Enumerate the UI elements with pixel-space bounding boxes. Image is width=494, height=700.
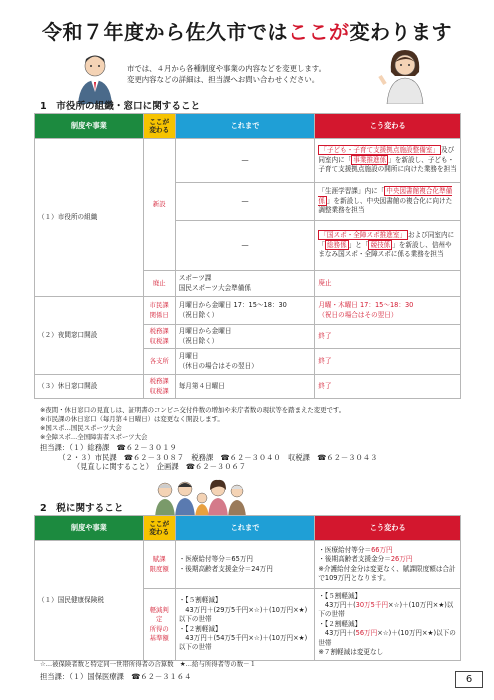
after-cell: 終了	[315, 325, 461, 349]
before-cell: ―	[175, 221, 315, 271]
header-changes: ここが 変わる	[143, 114, 175, 139]
after-cell: ・医療給付等分＝66万円 ・後期高齢者支援金分＝26万円 ※介護給付金分は変更なく、賦課限度額は合計で109万円となります。	[315, 541, 461, 589]
section-heading: 1 市役所の組織・窓口に関すること	[40, 101, 201, 112]
after-cell: 終了	[315, 375, 461, 399]
row-name: （１）国民健康保険税	[35, 541, 144, 661]
before-cell: スポーツ課 国民スポーツ大会準備係	[175, 271, 315, 297]
section2-table	[34, 515, 461, 661]
before-cell: ―	[175, 183, 315, 221]
header-changes: ここが 変わる	[143, 516, 175, 541]
category-label: 各支所	[143, 349, 175, 375]
after-cell: 「生涯学習課」内に「 中央図書館複合化準備係 」を新設し、中央図書館の複合化に向けた調整業務を担当	[315, 183, 461, 221]
category-label: 税務課 収税課	[143, 375, 175, 399]
row-name: （１）市役所の組織	[35, 139, 144, 297]
row-name: （２）夜間窓口開設	[35, 297, 144, 375]
row-name: （３）休日窓口開設	[35, 375, 144, 399]
intro-text: 市では、４月から各種制度や事業の内容などを変更します。 変更内容などの詳細は、担当課へお問い合わせください。	[127, 64, 326, 84]
header-before: これまで	[175, 114, 315, 139]
header-system: 制度や事業	[35, 516, 144, 541]
before-cell: 月曜日から金曜日 （祝日除く）	[175, 325, 315, 349]
before-cell: 月曜日から金曜日 17：15～18：30 （祝日除く）	[175, 297, 315, 325]
contact-info: 担当課：（１）総務課 ☎６２－３０１９ （２・３）市民課 ☎６２－３０８７ 税務課 ☎６２－３０４０ 収税課 ☎６２－３０４３ （見直しに関すること） 企画課 ☎６２－３０６７	[40, 443, 378, 471]
category-label: 市民課 関係日	[143, 297, 175, 325]
before-cell: 月曜日 （休日の場合はその翌日）	[175, 349, 315, 375]
notes: ※夜間・休日窓口の見直しは、証明書のコンビニ交付件数の増加や来庁者数の現状等を踏まえた変更です。 ※市民課の休日窓口（毎月第４日曜日）は変更なく開設します。 ※国スポ…国民スポーツ大会 ※全障スポ…全国障害者スポーツ大会	[40, 406, 346, 441]
after-cell: 月曜・木曜日 17：15～18：30 （祝日の場合はその翌日）	[315, 297, 461, 325]
header-after: こう変わる	[315, 114, 461, 139]
header-before: これまで	[175, 516, 315, 541]
after-cell: 廃止	[315, 271, 461, 297]
header-after: こう変わる	[315, 516, 461, 541]
before-cell: ―	[175, 139, 315, 183]
contact-info: 担当課：（１）国保医療課 ☎６２－３１６４	[40, 672, 192, 681]
page-number: 6	[455, 671, 483, 688]
man-illustration-icon	[70, 48, 120, 104]
family-illustration-icon	[150, 478, 250, 518]
section-heading: 2 税に関すること	[40, 503, 124, 514]
category-label: 軽減判定 所得の 基準額	[143, 589, 175, 661]
before-cell: ・医療給付等分＝65万円 ・後期高齢者支援金分＝24万円	[175, 541, 315, 589]
page-title: 令和７年度から佐久市ではここが変わります	[42, 20, 452, 44]
category-label: 新設	[143, 139, 175, 271]
category-label: 税務課 収税課	[143, 325, 175, 349]
after-cell: ・【５割軽減】 43万円＋(30万5千円×☆)＋(10万円×★)以下の世帯 ・【２割軽減】 43万円＋(56万円×☆)＋(10万円×★)以下の世帯 ※７割軽減は変更なし	[315, 589, 461, 661]
section1-table	[34, 113, 461, 399]
before-cell: ・【５割軽減】 43万円＋(29万5千円×☆)＋(10万円×★)以下の世帯 ・【２割軽減】 43万円＋(54万5千円×☆)＋(10万円×★)以下の世帯	[175, 589, 315, 661]
after-cell: 「子ども・子育て支援拠点施設整備室」 及び同室内に「 事業推進係 」を新設し、子ども・子育て支援拠点施設の開所に向けた業務を担当	[315, 139, 461, 183]
legend-note: ☆…被保険者数と特定同一世帯所得者の合算数 ★…給与所得者等の数－１	[40, 660, 256, 668]
after-cell: 終了	[315, 349, 461, 375]
after-cell: 「国スポ・全障スポ推進室」 および同室内に「 総務係 」と「 競技係 」を新設し、信州やまなみ国スポ・全障スポに係る業務を担当	[315, 221, 461, 271]
category-label: 廃止	[143, 271, 175, 297]
before-cell: 毎月第４日曜日	[175, 375, 315, 399]
header-system: 制度や事業	[35, 114, 144, 139]
woman-illustration-icon	[377, 46, 433, 104]
category-label: 賦課 限度額	[143, 541, 175, 589]
